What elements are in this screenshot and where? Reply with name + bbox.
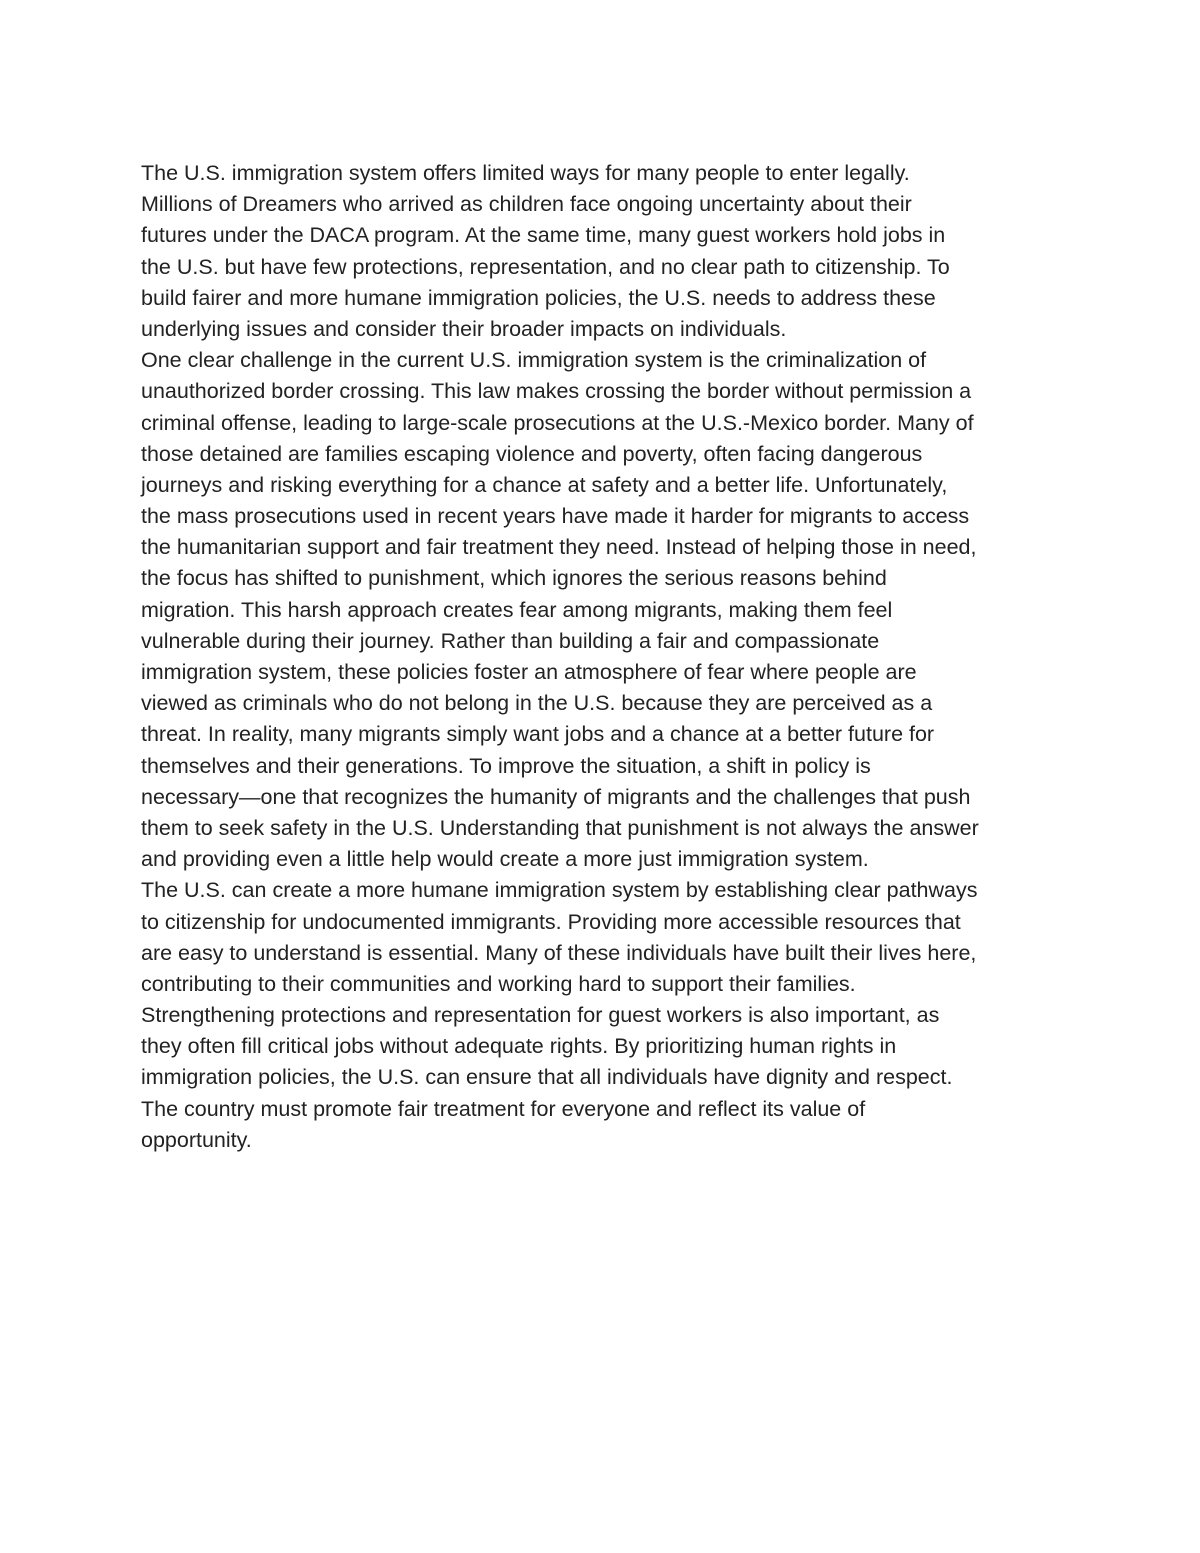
text-line: threat. In reality, many migrants simply want jobs and a chance at a better future for <box>141 722 935 747</box>
text-line: The country must promote fair treatment for everyone and reflect its value of <box>141 1096 866 1121</box>
text-line: the U.S. but have few protections, representation, and no clear path to citizenship. To <box>141 254 950 279</box>
text-line: The U.S. immigration system offers limited ways for many people to enter legally. <box>141 161 910 185</box>
text-line: immigration policies, the U.S. can ensure that all individuals have dignity and respect. <box>141 1065 953 1090</box>
text-line: opportunity. <box>141 1127 252 1152</box>
text-line: to citizenship for undocumented immigrants. Providing more accessible resources that <box>141 909 961 934</box>
text-line: futures under the DACA program. At the same time, many guest workers hold jobs in <box>141 223 946 248</box>
text-line: unauthorized border crossing. This law makes crossing the border without permission a <box>141 379 972 404</box>
text-line: the humanitarian support and fair treatment they need. Instead of helping those in need, <box>141 535 977 560</box>
text-line: build fairer and more humane immigration policies, the U.S. needs to address these <box>141 285 936 310</box>
text-line: underlying issues and consider their broader impacts on individuals. <box>141 316 787 341</box>
text-line: contributing to their communities and working hard to support their families. <box>141 971 856 996</box>
text-line: they often fill critical jobs without adequate rights. By prioritizing human rights in <box>141 1034 897 1059</box>
text-line: the focus has shifted to punishment, which ignores the serious reasons behind <box>141 566 887 591</box>
text-line: journeys and risking everything for a chance at safety and a better life. Unfortunately, <box>141 472 948 497</box>
text-line: Strengthening protections and representation for guest workers is also important, as <box>141 1003 940 1028</box>
text-line: and providing even a little help would create a more just immigration system. <box>141 847 869 872</box>
text-line: viewed as criminals who do not belong in the U.S. because they are perceived as a <box>141 691 933 716</box>
text-line: are easy to understand is essential. Many of these individuals have built their lives here, <box>141 940 977 965</box>
text-line: The U.S. can create a more humane immigration system by establishing clear pathways <box>141 878 978 903</box>
text-line: vulnerable during their journey. Rather than building a fair and compassionate <box>141 628 880 653</box>
text-line: necessary—one that recognizes the humanity of migrants and the challenges that push <box>141 784 971 809</box>
text-line: immigration system, these policies foster an atmosphere of fear where people are <box>141 660 917 684</box>
text-line: themselves and their generations. To improve the situation, a shift in policy is <box>141 753 871 778</box>
text-line: them to seek safety in the U.S. Understanding that punishment is not always the answer <box>141 815 979 840</box>
text-line: migration. This harsh approach creates fear among migrants, making them feel <box>141 597 893 622</box>
document-body <box>141 158 1071 1156</box>
text-line: Millions of Dreamers who arrived as children face ongoing uncertainty about their <box>141 192 912 217</box>
text-line: criminal offense, leading to large-scale prosecutions at the U.S.-Mexico border. Many of <box>141 410 974 435</box>
text-line: One clear challenge in the current U.S. immigration system is the criminalization of <box>141 348 927 373</box>
text-line: the mass prosecutions used in recent years have made it harder for migrants to access <box>141 504 970 529</box>
text-line: those detained are families escaping violence and poverty, often facing dangerous <box>141 441 923 466</box>
